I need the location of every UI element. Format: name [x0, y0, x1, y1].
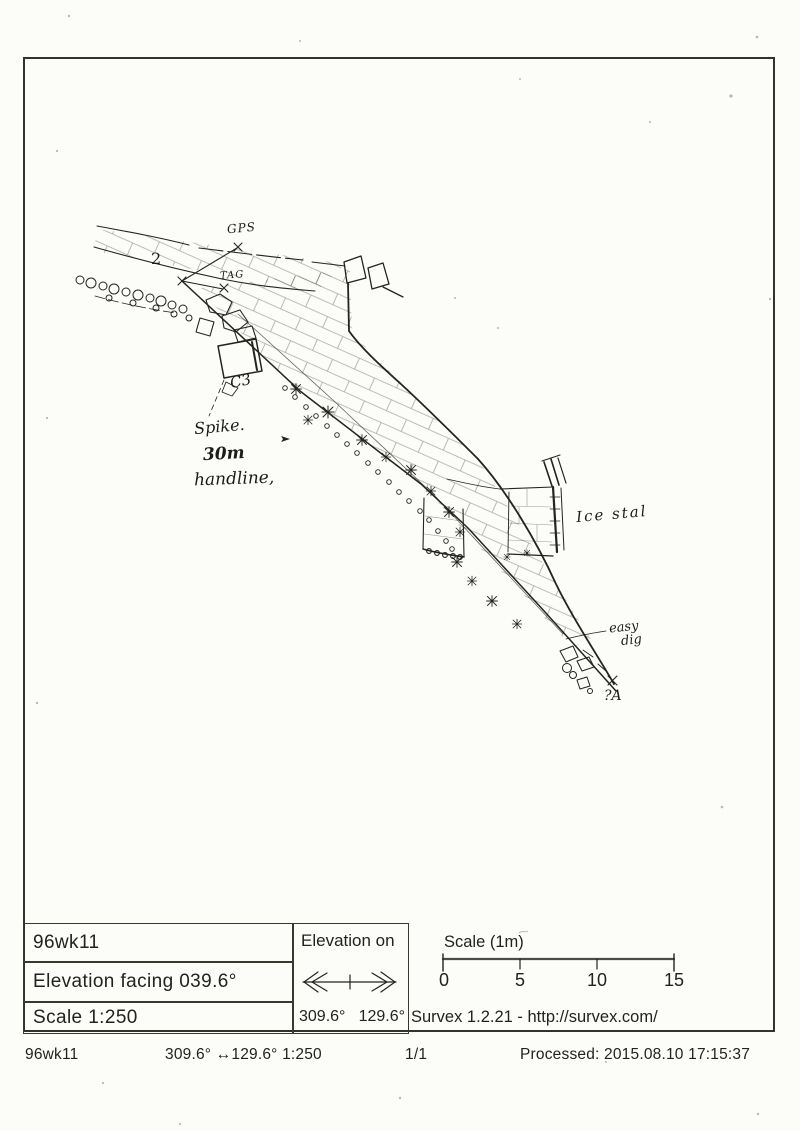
ice-stal-label: Ice stal — [575, 501, 649, 527]
bearing-left: 309.6° — [299, 1008, 346, 1025]
scalebar-tick-0: 0 — [438, 970, 450, 990]
elevation-on-text: Elevation on — [301, 931, 395, 950]
survey-title: 96wk11 — [33, 932, 100, 953]
scalebar-tick-10: 10 — [586, 970, 608, 990]
c3-label: C3 — [228, 370, 253, 392]
station-label-2: 2 — [151, 249, 162, 268]
status-processed-timestamp: Processed: 2015.08.10 17:15:37 — [520, 1046, 751, 1063]
spike-label: Spike. — [193, 414, 246, 439]
handline-label: handline, — [193, 467, 275, 491]
status-survey-name: 96wk11 — [25, 1046, 79, 1063]
lead-question-label: ?A — [604, 688, 622, 704]
bearing-values — [299, 1008, 405, 1026]
survex-credit: Survex 1.2.21 - http://survex.com/ — [411, 1008, 658, 1026]
tag-label: TAG — [219, 269, 245, 282]
easy-dig-label-line2: dig — [620, 631, 643, 650]
scalebar-label: Scale (1m) — [444, 933, 524, 951]
survey-title-cell — [23, 923, 294, 963]
easy-dig-label-line1: easy — [608, 618, 640, 637]
handline-length-label: 30m — [202, 442, 246, 466]
scale-text: Scale 1:250 — [33, 1006, 138, 1028]
bearing-right: 129.6° — [358, 1008, 405, 1025]
scale-cell — [23, 1001, 294, 1034]
status-bearing-range: 309.6° ↔129.6° 1:250 — [165, 1046, 322, 1063]
elevation-facing: Elevation facing 039.6° — [33, 971, 237, 992]
gps-label: GPS — [226, 219, 257, 237]
scalebar-tick-5: 5 — [514, 970, 526, 990]
page-border — [23, 57, 775, 1032]
scalebar-tick-15: 15 — [663, 970, 685, 990]
elevation-facing-cell — [23, 961, 294, 1003]
status-page-number: 1/1 — [405, 1046, 428, 1063]
